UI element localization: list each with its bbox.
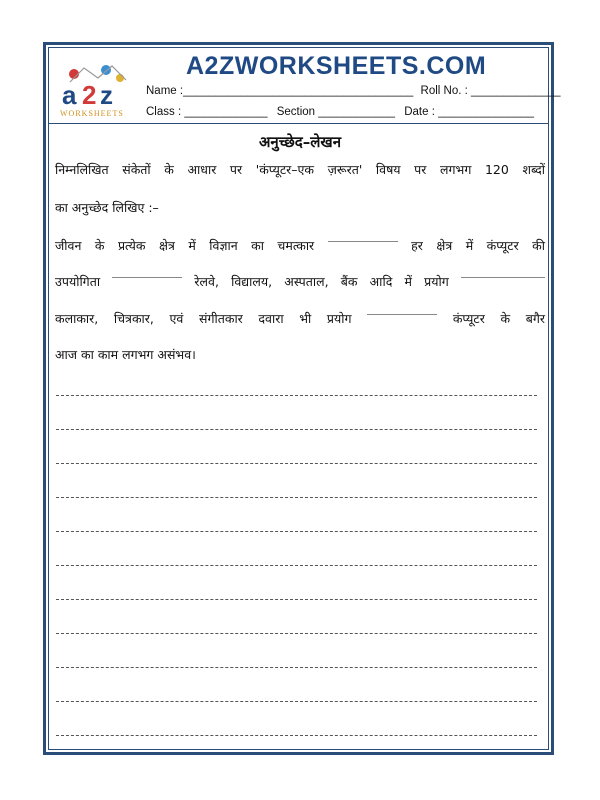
page-border-inner: [48, 47, 549, 750]
writing-line[interactable]: [56, 633, 537, 634]
svg-text:z: z: [100, 80, 113, 110]
hint-blank: [112, 277, 182, 278]
date-label: Date :: [404, 106, 435, 118]
section-label: Section: [276, 106, 316, 118]
writing-line[interactable]: [56, 701, 537, 702]
svg-text:a: a: [62, 80, 77, 110]
worksheet-title: अनुच्छेद–लेखन: [258, 133, 342, 151]
hint-line-2-start: उपयोगिता: [55, 274, 101, 289]
roll-label: Roll No. :: [420, 85, 468, 97]
writing-line[interactable]: [56, 463, 537, 464]
hint-blank: [461, 277, 545, 278]
name-label: Name :: [146, 85, 184, 97]
svg-text:WORKSHEETS: WORKSHEETS: [60, 109, 124, 118]
writing-line[interactable]: [56, 565, 537, 566]
header-divider: [48, 123, 549, 124]
instruction-line-1: निम्नलिखित संकेतों के आधार पर 'कंप्यूटर–एक ज़रूरत' विषय पर लगभग 120 शब्दों: [55, 162, 545, 177]
writing-line[interactable]: [56, 497, 537, 498]
hint-line-1: [55, 240, 545, 253]
class-label: Class :: [146, 106, 182, 118]
hint-line-2: [55, 276, 545, 289]
writing-line[interactable]: [56, 735, 537, 736]
hint-line-2-end: रेलवे, विद्यालय, अस्पताल, बैंक आदि में प्रयोग: [194, 274, 449, 289]
hint-line-1-end: हर क्षेत्र में कंप्यूटर की: [411, 238, 545, 253]
hint-line-3-start: कलाकार, चित्रकार, एवं संगीतकार दवारा भी प्रयोग: [55, 311, 352, 326]
section-blank: ____________: [318, 106, 396, 118]
hint-blank: [367, 314, 437, 315]
date-blank: _______________: [438, 106, 535, 118]
instruction-line-2: का अनुच्छेद लिखिए :–: [55, 200, 159, 215]
hint-line-3: [55, 313, 545, 326]
class-blank: _____________: [184, 106, 268, 118]
a2z-logo: [60, 60, 136, 118]
name-blank: ____________________________________: [183, 85, 414, 97]
svg-text:2: 2: [82, 80, 97, 110]
hint-line-1-start: जीवन के प्रत्येक क्षेत्र में विज्ञान का चमत्कार: [55, 238, 315, 253]
name-roll-row: [146, 85, 561, 97]
class-section-date-row: [146, 106, 534, 118]
writing-line[interactable]: [56, 667, 537, 668]
roll-blank: ______________: [471, 85, 561, 97]
writing-line[interactable]: [56, 531, 537, 532]
site-title: A2ZWORKSHEETS.COM: [186, 52, 487, 80]
hint-blank: [328, 241, 398, 242]
hint-line-3-end: कंप्यूटर के बगैर: [452, 311, 545, 326]
writing-line[interactable]: [56, 429, 537, 430]
hint-line-4: आज का काम लगभग असंभव।: [55, 347, 196, 362]
writing-line[interactable]: [56, 395, 537, 396]
writing-line[interactable]: [56, 599, 537, 600]
